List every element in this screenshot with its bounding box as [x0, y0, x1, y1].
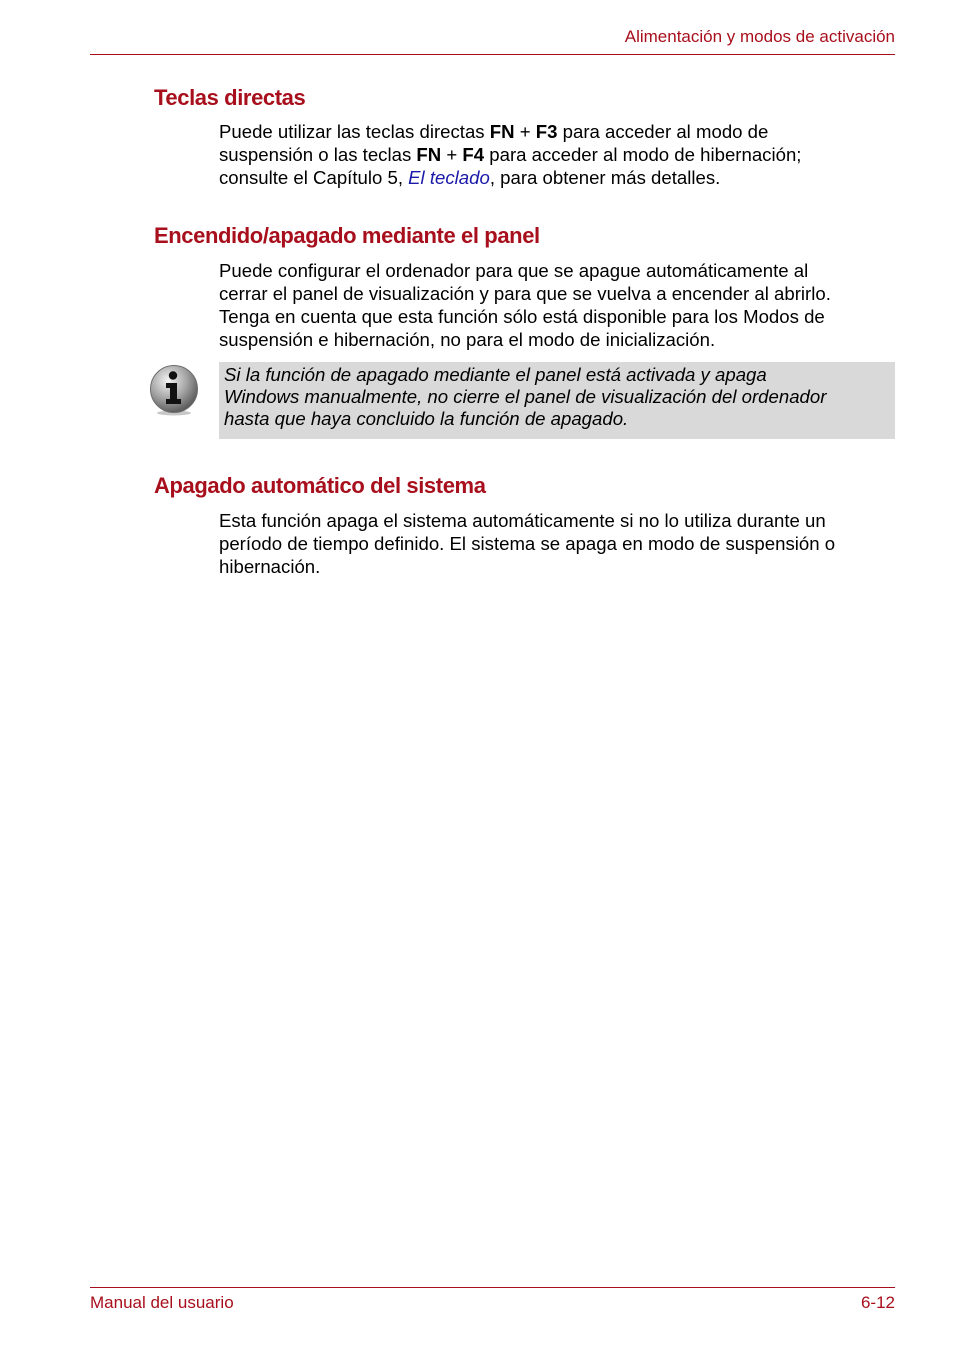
paragraph-encendido-apagado: [219, 259, 895, 351]
key-f3: F3: [535, 121, 558, 142]
paragraph-line: cerrar el panel de visualización y para que se vuelva a encender al abrirlo.: [219, 283, 831, 304]
note-box: [219, 362, 895, 439]
key-fn: FN: [489, 121, 515, 142]
paragraph-line: hibernación.: [219, 556, 321, 577]
paragraph-line: período de tiempo definido. El sistema se apaga en modo de suspensión o: [219, 533, 836, 554]
paragraph-line: [219, 120, 895, 143]
paragraph-line: Puede configurar el ordenador para que se apague automáticamente al: [219, 260, 809, 281]
section-heading-encendido-apagado: Encendido/apagado mediante el panel: [154, 223, 540, 248]
footer-manual-title: Manual del usuario: [90, 1293, 234, 1312]
paragraph-line: [219, 166, 895, 189]
section-heading-teclas-directas: Teclas directas: [154, 85, 306, 110]
plus-sign: +: [441, 144, 463, 165]
note-text: [224, 364, 826, 430]
paragraph-line: Tenga en cuenta que esta función sólo está disponible para los Modos de: [219, 306, 825, 327]
paragraph-apagado-automatico: [219, 509, 895, 578]
note-line: Windows manualmente, no cierre el panel de visualización del ordenador: [224, 386, 827, 407]
paragraph-line: [219, 143, 895, 166]
header-rule: [90, 54, 895, 55]
running-header: Alimentación y modos de activación: [624, 27, 895, 46]
text-run: suspensión o las teclas: [219, 144, 417, 165]
link-el-teclado[interactable]: El teclado: [408, 167, 490, 188]
paragraph-line: suspensión e hibernación, no para el modo de inicialización.: [219, 329, 716, 350]
paragraph-line: Esta función apaga el sistema automáticamente si no lo utiliza durante un: [219, 510, 826, 531]
text-run: consulte el Capítulo 5,: [219, 167, 409, 188]
footer-rule: [90, 1287, 895, 1288]
text-run: Puede utilizar las teclas directas: [219, 121, 490, 142]
note-line: hasta que haya concluido la función de apagado.: [224, 408, 629, 429]
text-run: para acceder al modo de: [557, 121, 769, 142]
text-run: , para obtener más detalles.: [489, 167, 721, 188]
info-icon: [148, 364, 200, 416]
note-line: Si la función de apagado mediante el panel está activada y apaga: [224, 364, 767, 385]
text-run: para acceder al modo de hibernación;: [484, 144, 802, 165]
page-number: 6-12: [860, 1293, 895, 1312]
key-f4: F4: [462, 144, 485, 165]
plus-sign: +: [514, 121, 536, 142]
section-heading-apagado-automatico: Apagado automático del sistema: [154, 473, 486, 498]
key-fn: FN: [416, 144, 442, 165]
paragraph-teclas-directas: [219, 120, 895, 189]
